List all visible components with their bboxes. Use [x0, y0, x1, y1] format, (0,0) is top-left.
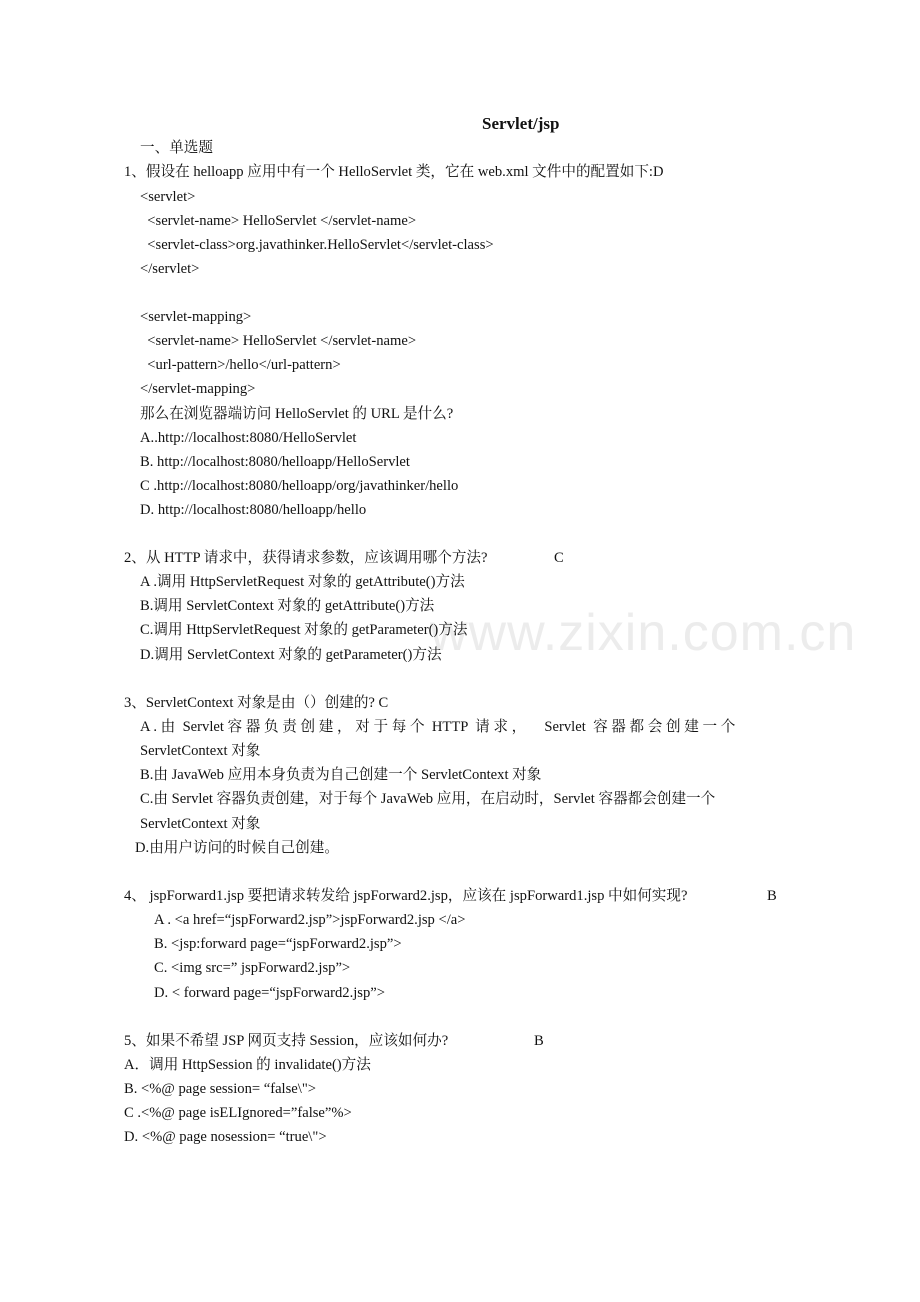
question-stem: 1、假设在 helloapp 应用中有一个 HelloServlet 类，它在 web.xml 文件中的配置如下:D	[124, 164, 664, 180]
option-a-continued: ServletContext 对象	[140, 743, 261, 759]
option-b: B. <jsp:forward page=“jspForward2.jsp”>	[154, 936, 402, 952]
option-b: B. http://localhost:8080/helloapp/HelloServlet	[140, 454, 410, 470]
watermark: www.zixin.com.cn	[430, 604, 857, 662]
option-a: A．调用 HttpSession 的 invalidate()方法	[124, 1057, 371, 1073]
option-c: C.由 Servlet 容器负责创建，对于每个 JavaWeb 应用，在启动时，Servlet 容器都会创建一个	[140, 791, 716, 807]
option-d: D.调用 ServletContext 对象的 getParameter()方法	[140, 647, 442, 663]
answer-key: C	[554, 550, 564, 566]
question-stem: 3、ServletContext 对象是由（）创建的? C	[124, 695, 389, 711]
code-line: <servlet-name> HelloServlet </servlet-name>	[140, 333, 417, 349]
code-line: <url-pattern>/hello</url-pattern>	[140, 357, 341, 373]
question-stem: 2、从 HTTP 请求中，获得请求参数，应该调用哪个方法?	[124, 550, 488, 566]
question-stem: 5、如果不希望 JSP 网页支持 Session，应该如何办?	[124, 1033, 449, 1049]
option-d: D.由用户访问的时候自己创建。	[135, 840, 339, 856]
code-line: <servlet-mapping>	[140, 309, 252, 325]
option-c: C. <img src=” jspForward2.jsp”>	[154, 960, 351, 976]
code-line: </servlet-mapping>	[140, 381, 256, 397]
section-heading: 一、单选题	[140, 140, 213, 156]
option-c-continued: ServletContext 对象	[140, 816, 261, 832]
answer-key: B	[767, 888, 777, 904]
option-b: B.调用 ServletContext 对象的 getAttribute()方法	[140, 598, 435, 614]
code-line: </servlet>	[140, 261, 200, 277]
question-text: 那么在浏览器端访问 HelloServlet 的 URL 是什么?	[140, 406, 454, 422]
option-a: A..http://localhost:8080/HelloServlet	[140, 430, 357, 446]
option-b: B. <%@ page session= “false\">	[124, 1081, 317, 1097]
option-b: B.由 JavaWeb 应用本身负责为自己创建一个 ServletContext 对象	[140, 767, 542, 783]
option-c: C.调用 HttpServletRequest 对象的 getParameter()方法	[140, 622, 468, 638]
code-line: <servlet>	[140, 189, 196, 205]
answer-key: B	[534, 1033, 544, 1049]
option-a: A . 由 Servlet 容 器 负 责 创 建 ， 对 于 每 个 HTTP 请 求 ， Servlet 容 器 都 会 创 建 一 个	[140, 719, 736, 735]
option-c: C .http://localhost:8080/helloapp/org/javathinker/hello	[140, 478, 459, 494]
option-d: D. < forward page=“jspForward2.jsp”>	[154, 985, 385, 1001]
option-a: A . <a href=“jspForward2.jsp”>jspForward2.jsp </a>	[154, 912, 466, 928]
question-stem: 4、 jspForward1.jsp 要把请求转发给 jspForward2.jsp，应该在 jspForward1.jsp 中如何实现?	[124, 888, 688, 904]
document-title: Servlet/jsp	[482, 114, 560, 133]
option-a: A .调用 HttpServletRequest 对象的 getAttribute()方法	[140, 574, 465, 590]
code-line: <servlet-class>org.javathinker.HelloServlet</servlet-class>	[140, 237, 494, 253]
option-c: C .<%@ page isELIgnored=”false”%>	[124, 1105, 352, 1121]
code-line: <servlet-name> HelloServlet </servlet-name>	[140, 213, 417, 229]
option-d: D. <%@ page nosession= “true\">	[124, 1129, 327, 1145]
option-d: D. http://localhost:8080/helloapp/hello	[140, 502, 367, 518]
